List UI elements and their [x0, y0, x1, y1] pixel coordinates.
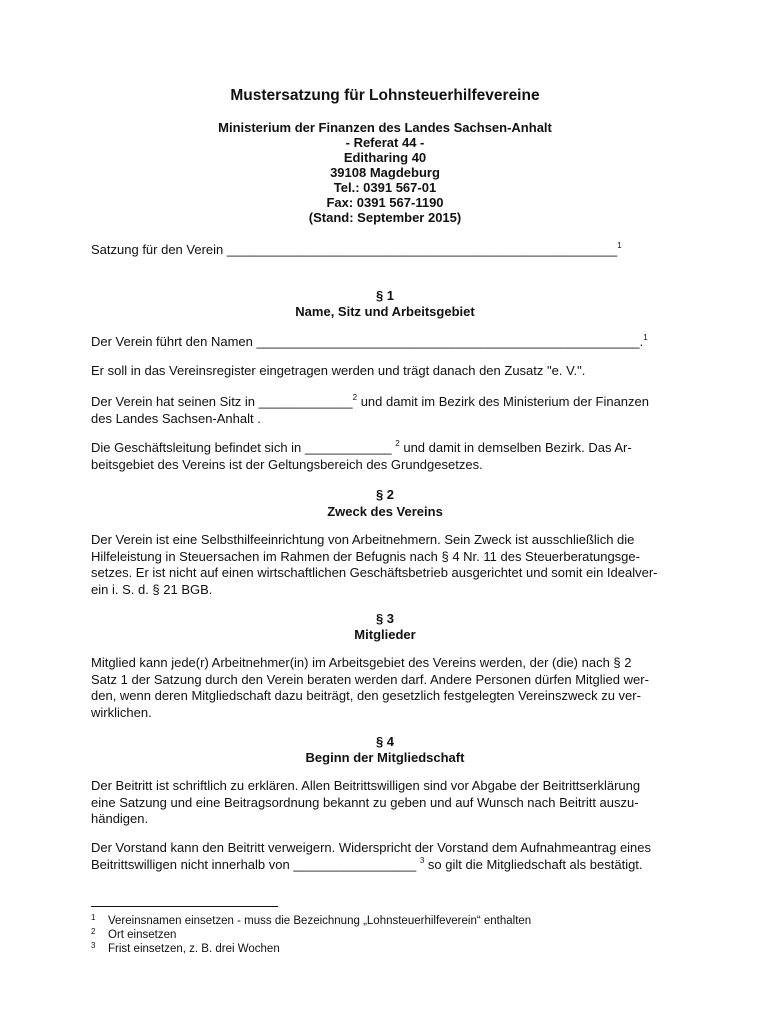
sitz-text: Der Verein hat seinen Sitz in _____________ — [91, 394, 353, 409]
footnote-3 — [91, 939, 280, 956]
ministry-street: Editharing 40 — [343, 150, 427, 165]
footnote-number: 2 — [91, 927, 96, 936]
footnote-ref: 2 — [395, 439, 400, 448]
document-date: (Stand: September 2015) — [308, 210, 462, 225]
text-line: so gilt die Mitgliedschaft als bestätigt. — [424, 856, 643, 872]
text-line: händigen. — [91, 811, 149, 826]
ministry-name: Ministerium der Finanzen des Landes Sachsen-Anhalt — [218, 120, 552, 135]
section-1-paragraph — [91, 334, 686, 351]
footnote-text: Ort einsetzen — [108, 929, 177, 941]
footnote-text: Vereinsnamen einsetzen - muss die Bezeichnung „Lohnsteuerhilfeverein“ enthalten — [108, 915, 532, 927]
text-line: Hilfeleistung in Steuersachen im Rahmen der Befugnis nach § 4 Nr. 11 des Steuerberatungsge- — [91, 548, 640, 564]
text-line: ein i. S. d. § 21 BGB. — [91, 581, 213, 597]
section-3-number: § 3 — [375, 611, 395, 626]
section-4-title: Beginn der Mitgliedschaft — [305, 750, 465, 765]
footnote-ref: 1 — [617, 241, 622, 250]
ministry-city: 39108 Magdeburg — [330, 165, 440, 180]
footnote-separator — [91, 906, 278, 907]
section-4-number: § 4 — [375, 734, 395, 749]
footnote-number: 1 — [91, 913, 96, 922]
section-3-title: Mitglieder — [354, 627, 416, 642]
text-line: Der Beitritt ist schriftlich zu erklären. Allen Beitrittswilligen sind vor Abgabe der Beitrittserklärung — [91, 778, 641, 793]
section-1-paragraph — [91, 440, 686, 473]
text-line: den, wenn deren Mitgliedschaft dazu beiträgt, den gesetzlich festgelegten Vereinszweck zu ver- — [91, 688, 641, 703]
text-line: Mitglied kann jede(r) Arbeitnehmer(in) im Arbeitsgebiet des Vereins werden, der (die) nach § 2 — [91, 655, 632, 670]
sitz-text: des Landes Sachsen-Anhalt . — [91, 410, 261, 426]
satzung-line — [91, 242, 686, 259]
footnote-ref: 3 — [419, 855, 425, 865]
text-line: Beitrittswilligen nicht innerhalb von _________________ — [91, 856, 420, 872]
geschaeftsleitung-text: beitsgebiet des Vereins ist der Geltungsbereich des Grundgesetzes. — [91, 456, 483, 472]
section-1-paragraph: Er soll in das Vereinsregister eingetragen werden und trägt danach den Zusatz "e. V.". — [91, 363, 586, 378]
ministry-referat: - Referat 44 - — [345, 135, 425, 150]
text-line: wirklichen. — [91, 704, 152, 720]
footnote-number: 3 — [91, 941, 96, 950]
text-line: Der Verein ist eine Selbsthilfeeinrichtung von Arbeitnehmern. Sein Zweck ist ausschließlich die — [91, 532, 635, 547]
ministry-fax: Fax: 0391 567-1190 — [326, 195, 444, 210]
section-2-number: § 2 — [375, 487, 395, 502]
section-1-number: § 1 — [375, 288, 395, 303]
text-line: Satz 1 der Satzung durch den Verein beraten werden darf. Andere Personen dürfen Mitglied wer- — [91, 671, 649, 687]
document-title: Mustersatzung für Lohnsteuerhilfevereine — [230, 87, 540, 104]
ministry-phone: Tel.: 0391 567-01 — [333, 180, 437, 195]
footnote-ref: 1 — [643, 333, 648, 342]
section-1-paragraph — [91, 394, 686, 427]
section-2-title: Zweck des Vereins — [327, 504, 443, 519]
satzung-text: Satzung für den Verein ______________________________________________________ — [91, 242, 618, 257]
geschaeftsleitung-text: Die Geschäftsleitung befindet sich in ____________ — [91, 440, 396, 455]
section-2-paragraph — [91, 532, 686, 598]
footnote-text: Frist einsetzen, z. B. drei Wochen — [108, 943, 280, 955]
text-line: setzes. Er ist nicht auf einen wirtschaftlichen Geschäftsbetrieb ausgerichtet und somit ein Idealver- — [91, 565, 658, 580]
text-line: eine Satzung und eine Beitragsordnung bekannt zu geben und auf Wunsch nach Beitritt auszu- — [91, 794, 639, 810]
section-1-title: Name, Sitz und Arbeitsgebiet — [295, 304, 475, 319]
sitz-text: und damit im Bezirk des Ministerium der Finanzen — [357, 394, 649, 409]
footnote-ref: 2 — [352, 393, 358, 402]
geschaeftsleitung-text: und damit in demselben Bezirk. Das Ar- — [399, 440, 632, 455]
name-line: Der Verein führt den Namen _____________________________________________________. — [91, 334, 644, 349]
section-4-paragraph — [91, 840, 686, 873]
section-3-paragraph — [91, 655, 686, 721]
text-line: Der Vorstand kann den Beitritt verweigern. Widerspricht der Vorstand dem Aufnahmeantrag eines — [91, 840, 652, 855]
section-4-paragraph — [91, 778, 686, 828]
